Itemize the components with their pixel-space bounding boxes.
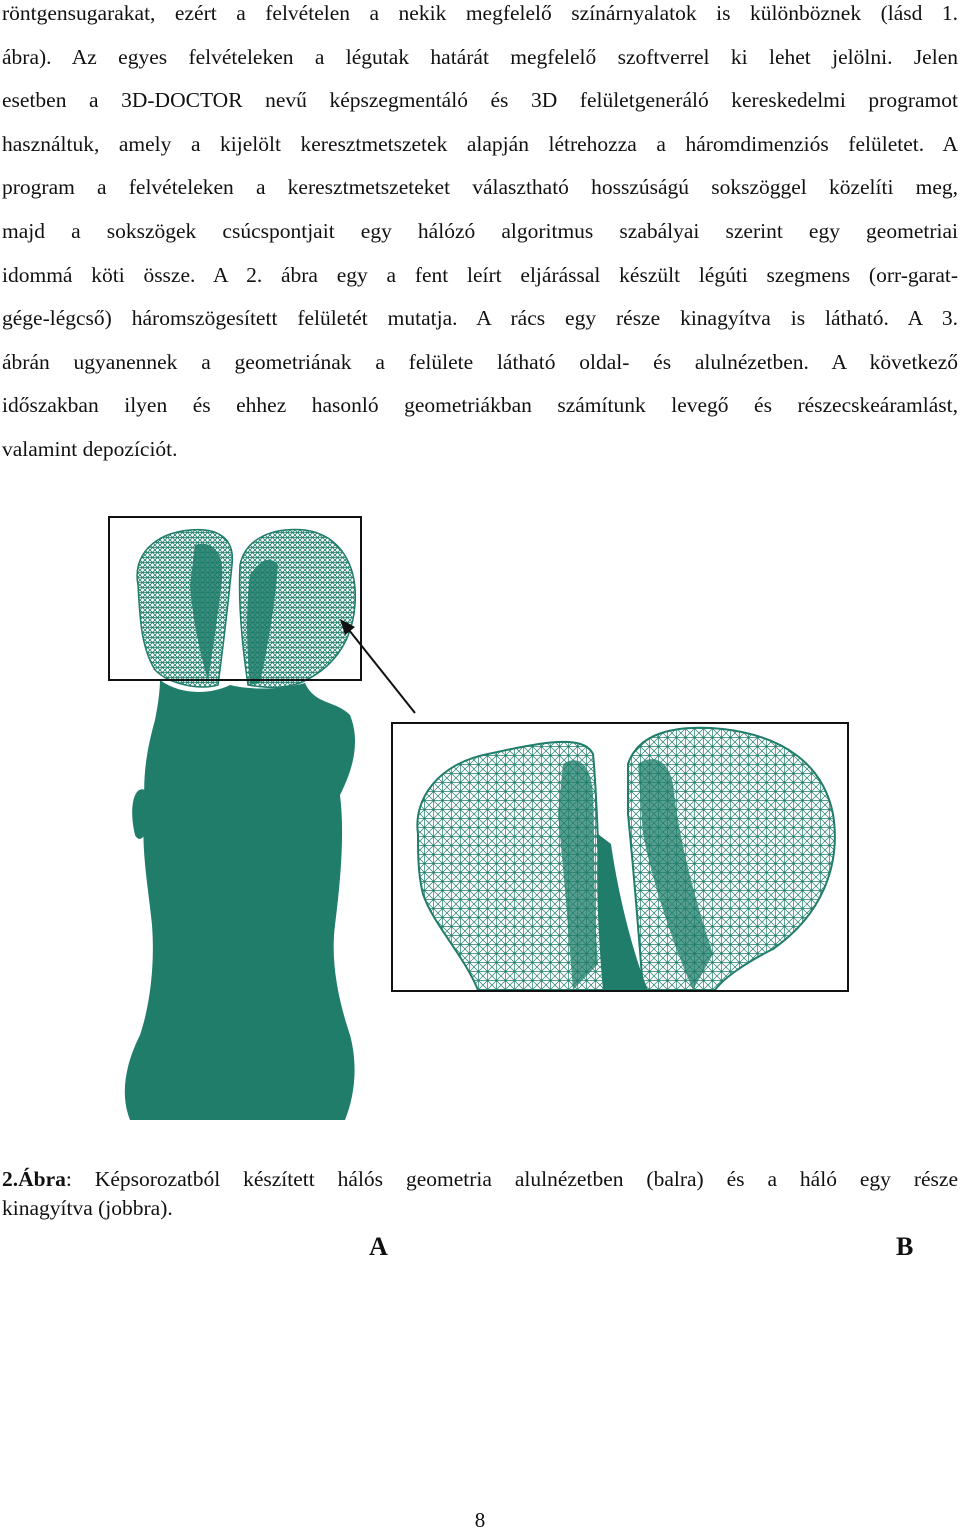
body-line: idommá köti össze. A 2. ábra egy a fent leírt eljárással készült légúti szegmens (orr-garat- [2, 262, 958, 287]
caption-text-line2: kinagyítva (jobbra). [2, 1196, 173, 1220]
body-line: ábrán ugyanennek a geometriának a felülete látható oldal- és alulnézetben. A következő [2, 349, 958, 374]
figure-caption [2, 1165, 958, 1223]
body-line: gége-légcső) háromszögesített felületét mutatja. A rács egy része kinagyítva is látható. A 3. [2, 306, 958, 331]
zoom-region-box [108, 516, 362, 681]
body-line: ábra). Az egyes felvételeken a légutak határát megfelelő szoftverrel ki lehet jelölni. Jelen [2, 44, 958, 69]
magnified-mesh-figure [393, 724, 847, 990]
body-line: program a felvételeken a keresztmetszeteket választható hosszúságú sokszöggel közelíti meg, [2, 175, 958, 200]
body-paragraph [2, 0, 958, 472]
caption-text-line1: : Képsorozatból készített hálós geometria alulnézetben (balra) és a háló egy része [65, 1167, 958, 1191]
body-line: valamint depozíciót. [2, 436, 178, 461]
body-line: röntgensugarakat, ezért a felvételen a nekik megfelelő színárnyalatok is különböznek (lásd 1. [2, 1, 958, 25]
zoom-arrow [335, 615, 425, 720]
figure-label-b: B [896, 1232, 914, 1261]
body-line: időszakban ilyen és ehhez hasonló geometriákban számítunk levegő és részecskeáramlást, [2, 393, 958, 418]
figure-label-a: A [369, 1232, 388, 1261]
body-line: majd a sokszögek csúcspontjait egy hálózó algoritmus szabályai szerint egy geometriai [2, 218, 958, 243]
body-line: esetben a 3D-DOCTOR nevű képszegmentáló és 3D felületgeneráló kereskedelmi programot [2, 88, 958, 113]
caption-label: 2.Ábra [2, 1167, 66, 1191]
magnified-mesh-frame [391, 722, 849, 992]
body-line: használtuk, amely a kijelölt keresztmetszetek alapján létrehozza a háromdimenziós felületet. A [2, 131, 958, 156]
page-number: 8 [474, 1508, 486, 1532]
